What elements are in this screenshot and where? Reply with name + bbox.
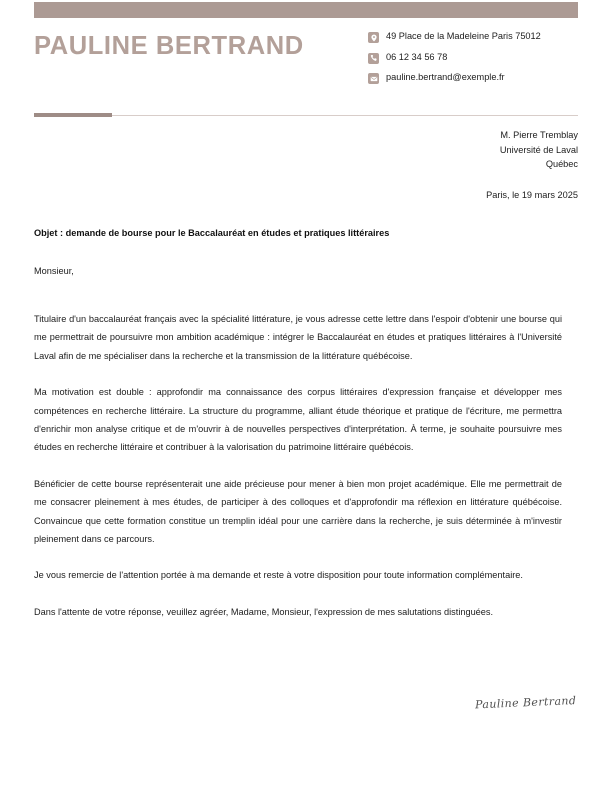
divider-accent-segment (34, 113, 112, 117)
body-paragraph: Titulaire d'un baccalauréat français avec la spécialité littérature, je vous adresse cette lettre dans l'espoir d'obtenir une bourse qui me permettrait de poursuivre mon ambition académique : intégrer le Baccalauréat en études et pratiques littéraires à l'Université Laval afin de me spécialiser dans la recherche et la transmission de la littérature québécoise. (34, 314, 562, 361)
body-paragraph: Bénéficier de cette bourse représenterait une aide précieuse pour mener à bien mon projet académique. Elle me permettrait de me consacrer pleinement à mes études, de participer à des colloques et d'approfondir ma réflexion en littérature québécoise. Convaincue que cette formation constitue un tremplin idéal pour une carrière dans la recherche, je suis déterminée à m'investir pleinement dans ce parcours. (34, 478, 562, 545)
subject-line: Objet : demande de bourse pour le Baccalauréat en études et pratiques littéraires (34, 228, 390, 238)
body-paragraph: Ma motivation est double : approfondir ma connaissance des corpus littéraires d'expression française et développer mes compétences en recherche littéraire. La structure du programme, alliant étude théorique et pratique de l'écriture, me permettra d'enrichir mon analyse critique et de m'ouvrir à de nouvelles perspectives d'interprétation. À terme, je souhaite poursuivre mes études en recherche littéraire et contribuer à la valorisation du patrimoine littéraire québécois. (34, 387, 562, 453)
envelope-icon (368, 73, 379, 84)
contact-row-email (368, 71, 580, 85)
address-value: 49 Place de la Madeleine Paris 75012 (386, 31, 541, 41)
contact-row-phone (368, 51, 580, 65)
email-value: pauline.bertrand@exemple.fr (386, 72, 505, 82)
body-paragraph: Je vous remercie de l'attention portée à ma demande et reste à votre disposition pour toute information complémentaire. (34, 570, 523, 581)
divider-thin-line (34, 115, 578, 116)
date-line: Paris, le 19 mars 2025 (486, 190, 578, 200)
phone-value: 06 12 34 56 78 (386, 51, 448, 62)
signature: Pauline Bertrand (474, 694, 577, 712)
page-title: PAULINE BERTRAND (34, 32, 304, 60)
header-divider (34, 113, 578, 117)
location-pin-icon (368, 32, 379, 43)
recipient-organization: Université de Laval (499, 144, 578, 155)
contact-row-address (368, 30, 580, 44)
letterhead (34, 30, 578, 110)
recipient-block (278, 128, 578, 172)
phone-icon (368, 53, 379, 64)
letter-body (34, 310, 562, 621)
salutation: Monsieur, (34, 266, 74, 276)
recipient-name: M. Pierre Tremblay (500, 130, 578, 140)
contact-details (368, 30, 580, 92)
header-accent-bar (34, 2, 578, 18)
recipient-city: Québec (545, 159, 578, 169)
body-paragraph: Dans l'attente de votre réponse, veuillez agréer, Madame, Monsieur, l'expression de mes salutations distinguées. (34, 606, 494, 617)
